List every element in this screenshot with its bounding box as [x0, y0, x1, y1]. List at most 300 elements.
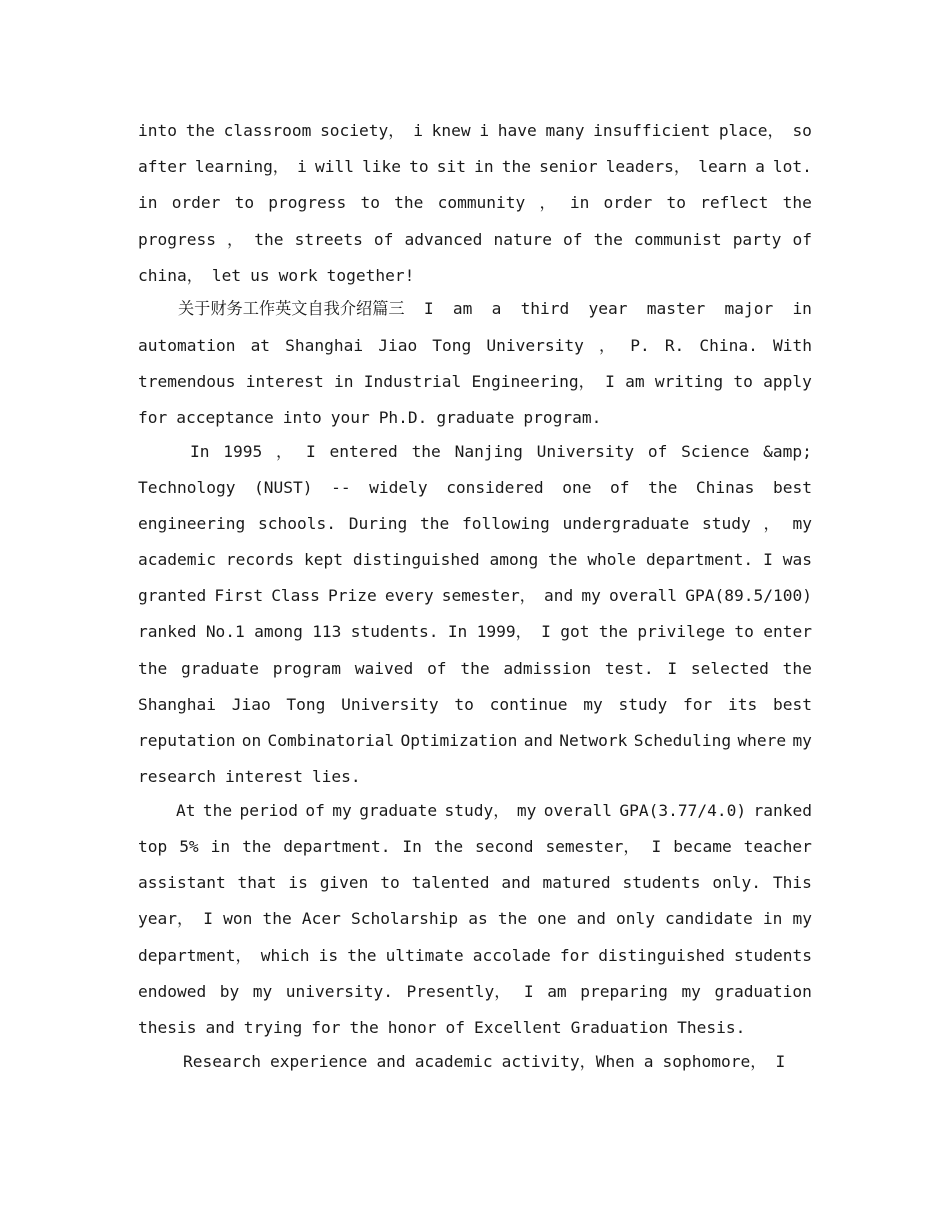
- word: won: [223, 909, 253, 929]
- word: lot.: [772, 157, 812, 177]
- word: the: [202, 800, 233, 820]
- word: During: [348, 513, 408, 533]
- word: am: [547, 981, 567, 1001]
- word: my: [516, 800, 537, 820]
- word: in: [333, 371, 354, 391]
- word: I: [651, 836, 662, 856]
- word: to: [454, 694, 474, 714]
- word: my: [681, 981, 701, 1001]
- word: for: [682, 694, 713, 714]
- word: candidate: [665, 909, 753, 929]
- word: in: [762, 909, 783, 929]
- text-line: [138, 578, 812, 614]
- text-line: [138, 723, 812, 759]
- text-line: [138, 901, 812, 937]
- word: China.: [699, 335, 758, 355]
- word: Technology: [138, 477, 236, 497]
- word: Tong: [286, 694, 326, 714]
- word: distinguished: [352, 550, 480, 570]
- word: the: [420, 513, 450, 533]
- word: Scheduling: [633, 731, 732, 750]
- word: Chinas: [695, 477, 755, 497]
- word: Combinatorial: [267, 731, 395, 750]
- word: thesis: [138, 1017, 197, 1037]
- word: ，: [276, 441, 293, 461]
- word: 5%: [179, 836, 199, 856]
- word: the: [254, 229, 284, 249]
- word: I: [203, 909, 214, 929]
- word: the: [501, 157, 531, 177]
- word: of: [563, 229, 583, 249]
- word: us: [250, 265, 270, 285]
- word: order: [171, 193, 221, 213]
- word: third: [520, 299, 570, 319]
- word: became: [673, 836, 732, 856]
- word: University: [341, 694, 439, 714]
- word: leaders，: [605, 157, 691, 177]
- word: the: [138, 658, 168, 678]
- word: Science: [681, 441, 750, 461]
- word: will: [314, 157, 354, 177]
- word: undergraduate: [562, 513, 690, 533]
- word: In: [190, 441, 210, 461]
- word: in: [792, 299, 812, 319]
- text-line: [138, 759, 812, 795]
- word: test.: [604, 658, 654, 678]
- word: one: [537, 909, 567, 929]
- word: ，: [539, 193, 556, 213]
- word: order: [603, 193, 653, 213]
- word: and: [501, 873, 531, 893]
- word: semester，: [545, 836, 640, 856]
- word: communist: [633, 229, 722, 249]
- word: preparing: [580, 981, 668, 1001]
- word: learn: [698, 157, 747, 177]
- word: graduate: [436, 407, 515, 427]
- word: department.: [645, 550, 754, 570]
- word: At: [176, 800, 196, 820]
- word: on: [241, 731, 262, 750]
- word: 1999，: [476, 622, 532, 642]
- word: Shanghai: [138, 694, 216, 714]
- word: into: [282, 407, 322, 427]
- word: semester，: [441, 586, 536, 606]
- word: the: [411, 441, 441, 461]
- word: is: [288, 873, 308, 893]
- word: for: [138, 407, 168, 427]
- text-line: [138, 687, 812, 723]
- text-line: [138, 938, 812, 974]
- word: In: [402, 836, 422, 856]
- word: University: [486, 335, 584, 355]
- word: endowed: [138, 981, 207, 1001]
- word: china，: [138, 265, 203, 285]
- text-line: [138, 185, 812, 221]
- word: I: [763, 550, 773, 570]
- word: my: [792, 731, 812, 750]
- word: master: [646, 299, 706, 319]
- word: the: [782, 658, 812, 678]
- word: into: [138, 121, 177, 140]
- word: place，: [718, 121, 784, 140]
- word: the: [497, 909, 528, 929]
- word: This: [772, 873, 812, 893]
- text-line: [138, 258, 812, 294]
- word: as: [468, 909, 488, 929]
- word: interest: [245, 371, 324, 391]
- word: I: [541, 622, 551, 642]
- word: I: [423, 299, 434, 319]
- text-line: [138, 1010, 812, 1046]
- word: in: [474, 157, 494, 177]
- word: your: [330, 407, 370, 427]
- word: schools.: [257, 513, 336, 533]
- word: apply: [763, 371, 812, 391]
- text-line: [138, 506, 812, 542]
- word: the: [394, 193, 424, 213]
- word: the: [347, 945, 377, 965]
- word: one: [562, 477, 592, 497]
- word: students: [622, 873, 701, 893]
- word: graduate: [181, 658, 259, 678]
- word: period: [239, 800, 299, 820]
- word: whole: [587, 550, 637, 570]
- word: ，: [598, 335, 616, 355]
- word: study，: [444, 800, 510, 820]
- paragraph: [138, 113, 812, 294]
- text-line: [138, 793, 812, 829]
- text-line: [138, 865, 812, 901]
- word: after: [138, 157, 187, 177]
- paragraph: [138, 793, 812, 1046]
- word: together!: [326, 265, 415, 285]
- word: is: [318, 945, 339, 965]
- word: granted: [138, 586, 207, 606]
- word: I: [523, 981, 534, 1001]
- word: experience: [269, 1051, 368, 1071]
- text-line: [138, 400, 812, 436]
- word: GPA(89.5/100): [685, 586, 812, 606]
- word: writing: [654, 371, 724, 391]
- word: Shanghai: [285, 335, 364, 355]
- word: the: [648, 477, 678, 497]
- word: activity，When: [501, 1051, 635, 1071]
- text-line: [138, 974, 812, 1010]
- word: overall: [608, 586, 678, 606]
- word: my: [792, 513, 812, 533]
- word: continue: [489, 694, 568, 714]
- word: considered: [446, 477, 544, 497]
- word: Research: [183, 1051, 261, 1071]
- word: so: [792, 121, 812, 140]
- word: knew: [431, 121, 471, 140]
- word: lies.: [311, 767, 361, 787]
- word: classroom: [223, 121, 312, 140]
- word: 关于财务工作英文自我介绍篇三: [178, 299, 405, 319]
- word: year，: [138, 909, 194, 929]
- text-line: [138, 364, 812, 400]
- word: Network: [559, 731, 628, 750]
- word: that: [237, 873, 277, 893]
- word: am: [452, 299, 473, 319]
- word: enter: [763, 622, 812, 642]
- word: acceptance: [176, 407, 274, 427]
- word: distinguished: [598, 945, 725, 965]
- word: progress: [268, 193, 347, 213]
- word: academic: [414, 1051, 493, 1071]
- word: work: [278, 265, 318, 285]
- word: ultimate: [385, 945, 464, 965]
- word: admission: [503, 658, 592, 678]
- word: --: [331, 477, 351, 497]
- word: R.: [664, 335, 685, 355]
- text-line: [138, 542, 812, 578]
- word: I: [306, 441, 316, 461]
- word: community: [437, 193, 526, 213]
- word: only.: [712, 873, 762, 893]
- word: With: [772, 335, 812, 355]
- word: Prize: [328, 586, 377, 606]
- word: which: [260, 945, 310, 965]
- word: Presently，: [406, 981, 511, 1001]
- word: program: [272, 658, 342, 678]
- word: the: [593, 229, 623, 249]
- word: matured: [542, 873, 611, 893]
- word: the: [598, 622, 629, 642]
- word: reputation: [138, 731, 236, 750]
- word: ranked: [753, 800, 812, 820]
- word: of: [610, 477, 630, 497]
- word: the: [433, 836, 464, 856]
- word: its: [727, 694, 758, 714]
- word: nature: [493, 229, 552, 249]
- word: teacher: [743, 836, 812, 856]
- word: of: [647, 441, 668, 461]
- word: the: [242, 836, 272, 856]
- word: Jiao: [231, 694, 271, 714]
- word: privilege: [637, 622, 726, 642]
- word: society，: [320, 121, 405, 140]
- text-line: [138, 113, 812, 149]
- word: Nanjing: [454, 441, 523, 461]
- word: have: [497, 121, 537, 140]
- word: First: [214, 586, 264, 606]
- text-line: [138, 829, 812, 865]
- word: to: [360, 193, 380, 213]
- word: in: [138, 193, 158, 213]
- word: Excellent: [473, 1017, 562, 1037]
- word: 113: [312, 622, 342, 642]
- word: and: [576, 909, 606, 929]
- word: (NUST): [254, 477, 313, 497]
- word: accolade: [472, 945, 551, 965]
- word: where: [737, 731, 787, 750]
- word: Acer: [301, 909, 341, 929]
- word: widely: [369, 477, 428, 497]
- word: senior: [539, 157, 598, 177]
- word: following: [462, 513, 550, 533]
- word: assistant: [138, 873, 226, 893]
- word: university.: [285, 981, 393, 1001]
- word: am: [625, 371, 645, 391]
- word: trying: [243, 1017, 303, 1037]
- word: students.: [350, 622, 439, 642]
- word: insufficient: [593, 121, 711, 140]
- text-line: [138, 614, 812, 650]
- word: streets: [294, 229, 363, 249]
- word: tremendous: [138, 371, 236, 391]
- word: kept: [304, 550, 343, 570]
- text-line: [138, 434, 812, 470]
- word: honor: [387, 1017, 437, 1037]
- word: many: [545, 121, 585, 140]
- word: my: [792, 909, 812, 929]
- word: was: [782, 550, 812, 570]
- word: entered: [329, 441, 398, 461]
- text-line: [138, 291, 812, 327]
- word: in: [210, 836, 231, 856]
- word: at: [250, 335, 271, 355]
- text-line: [138, 222, 812, 258]
- word: to: [409, 157, 429, 177]
- word: overall: [543, 800, 612, 820]
- word: GPA(3.77/4.0): [619, 800, 747, 820]
- word: waived: [354, 658, 414, 678]
- word: interest: [224, 767, 303, 787]
- word: a: [755, 157, 765, 177]
- word: only: [615, 909, 655, 929]
- word: Thesis.: [677, 1017, 746, 1037]
- word: the: [349, 1017, 379, 1037]
- paragraph: [138, 291, 812, 436]
- word: given: [319, 873, 369, 893]
- word: to: [734, 622, 754, 642]
- word: I: [667, 658, 678, 678]
- word: like: [362, 157, 402, 177]
- word: major: [724, 299, 774, 319]
- word: top: [138, 836, 168, 856]
- word: i: [479, 121, 490, 140]
- word: ，: [763, 513, 780, 533]
- word: let: [211, 265, 242, 285]
- word: a: [643, 1051, 654, 1071]
- word: every: [384, 586, 434, 606]
- word: In: [447, 622, 468, 642]
- word: for: [311, 1017, 341, 1037]
- word: among: [254, 622, 303, 642]
- word: graduation: [714, 981, 812, 1001]
- word: I: [605, 371, 615, 391]
- word: Tong: [432, 335, 472, 355]
- word: 1995: [223, 441, 263, 461]
- text-line: [138, 651, 812, 687]
- word: in: [569, 193, 590, 213]
- word: research: [138, 767, 216, 787]
- text-line: [138, 1044, 812, 1080]
- word: advanced: [404, 229, 483, 249]
- word: a: [491, 299, 502, 319]
- word: study: [702, 513, 751, 533]
- word: the: [185, 121, 215, 140]
- word: &amp;: [763, 441, 812, 461]
- word: second: [475, 836, 534, 856]
- word: engineering: [138, 513, 246, 533]
- word: of: [792, 229, 812, 249]
- word: i: [297, 157, 307, 177]
- word: of: [427, 658, 447, 678]
- word: for: [559, 945, 590, 965]
- word: to: [666, 193, 686, 213]
- word: program.: [523, 407, 602, 427]
- word: my: [252, 981, 273, 1001]
- word: department，: [138, 945, 252, 965]
- word: Jiao: [378, 335, 418, 355]
- word: my: [581, 586, 601, 606]
- text-line: [138, 470, 812, 506]
- word: talented: [411, 873, 490, 893]
- word: study: [618, 694, 668, 714]
- word: University: [536, 441, 635, 461]
- word: sophomore，: [662, 1051, 767, 1071]
- word: of: [373, 229, 394, 249]
- text-line: [138, 149, 812, 185]
- word: progress: [138, 229, 216, 249]
- word: selected: [690, 658, 769, 678]
- word: to: [733, 371, 753, 391]
- word: my: [583, 694, 603, 714]
- word: to: [234, 193, 255, 213]
- word: party: [732, 229, 782, 249]
- word: got: [560, 622, 590, 642]
- word: by: [219, 981, 240, 1001]
- word: my: [332, 800, 352, 820]
- word: and: [523, 731, 553, 750]
- word: the: [548, 550, 578, 570]
- paragraph: [138, 1044, 812, 1080]
- word: Engineering，: [471, 371, 595, 391]
- word: Scholarship: [350, 909, 459, 929]
- word: year: [588, 299, 628, 319]
- word: department.: [283, 836, 391, 856]
- word: of: [445, 1017, 465, 1037]
- word: Ph.D.: [378, 407, 428, 427]
- paragraph: [138, 434, 812, 796]
- word: to: [380, 873, 400, 893]
- word: P.: [630, 335, 650, 355]
- word: and: [205, 1017, 235, 1037]
- word: I: [775, 1051, 786, 1071]
- word: the: [262, 909, 292, 929]
- word: ，: [227, 229, 244, 249]
- document-body: [138, 113, 812, 1080]
- word: best: [772, 694, 812, 714]
- word: No.1: [205, 622, 245, 642]
- word: graduate: [359, 800, 438, 820]
- word: Industrial: [363, 371, 462, 391]
- word: students: [734, 945, 812, 965]
- word: Class: [271, 586, 320, 606]
- word: reflect: [700, 193, 769, 213]
- word: i: [413, 121, 423, 140]
- word: sit: [436, 157, 467, 177]
- word: learning，: [194, 157, 289, 177]
- word: ranked: [138, 622, 197, 642]
- word: among: [489, 550, 539, 570]
- word: and: [543, 586, 574, 606]
- word: academic: [138, 550, 216, 570]
- word: of: [305, 800, 325, 820]
- word: and: [376, 1051, 406, 1071]
